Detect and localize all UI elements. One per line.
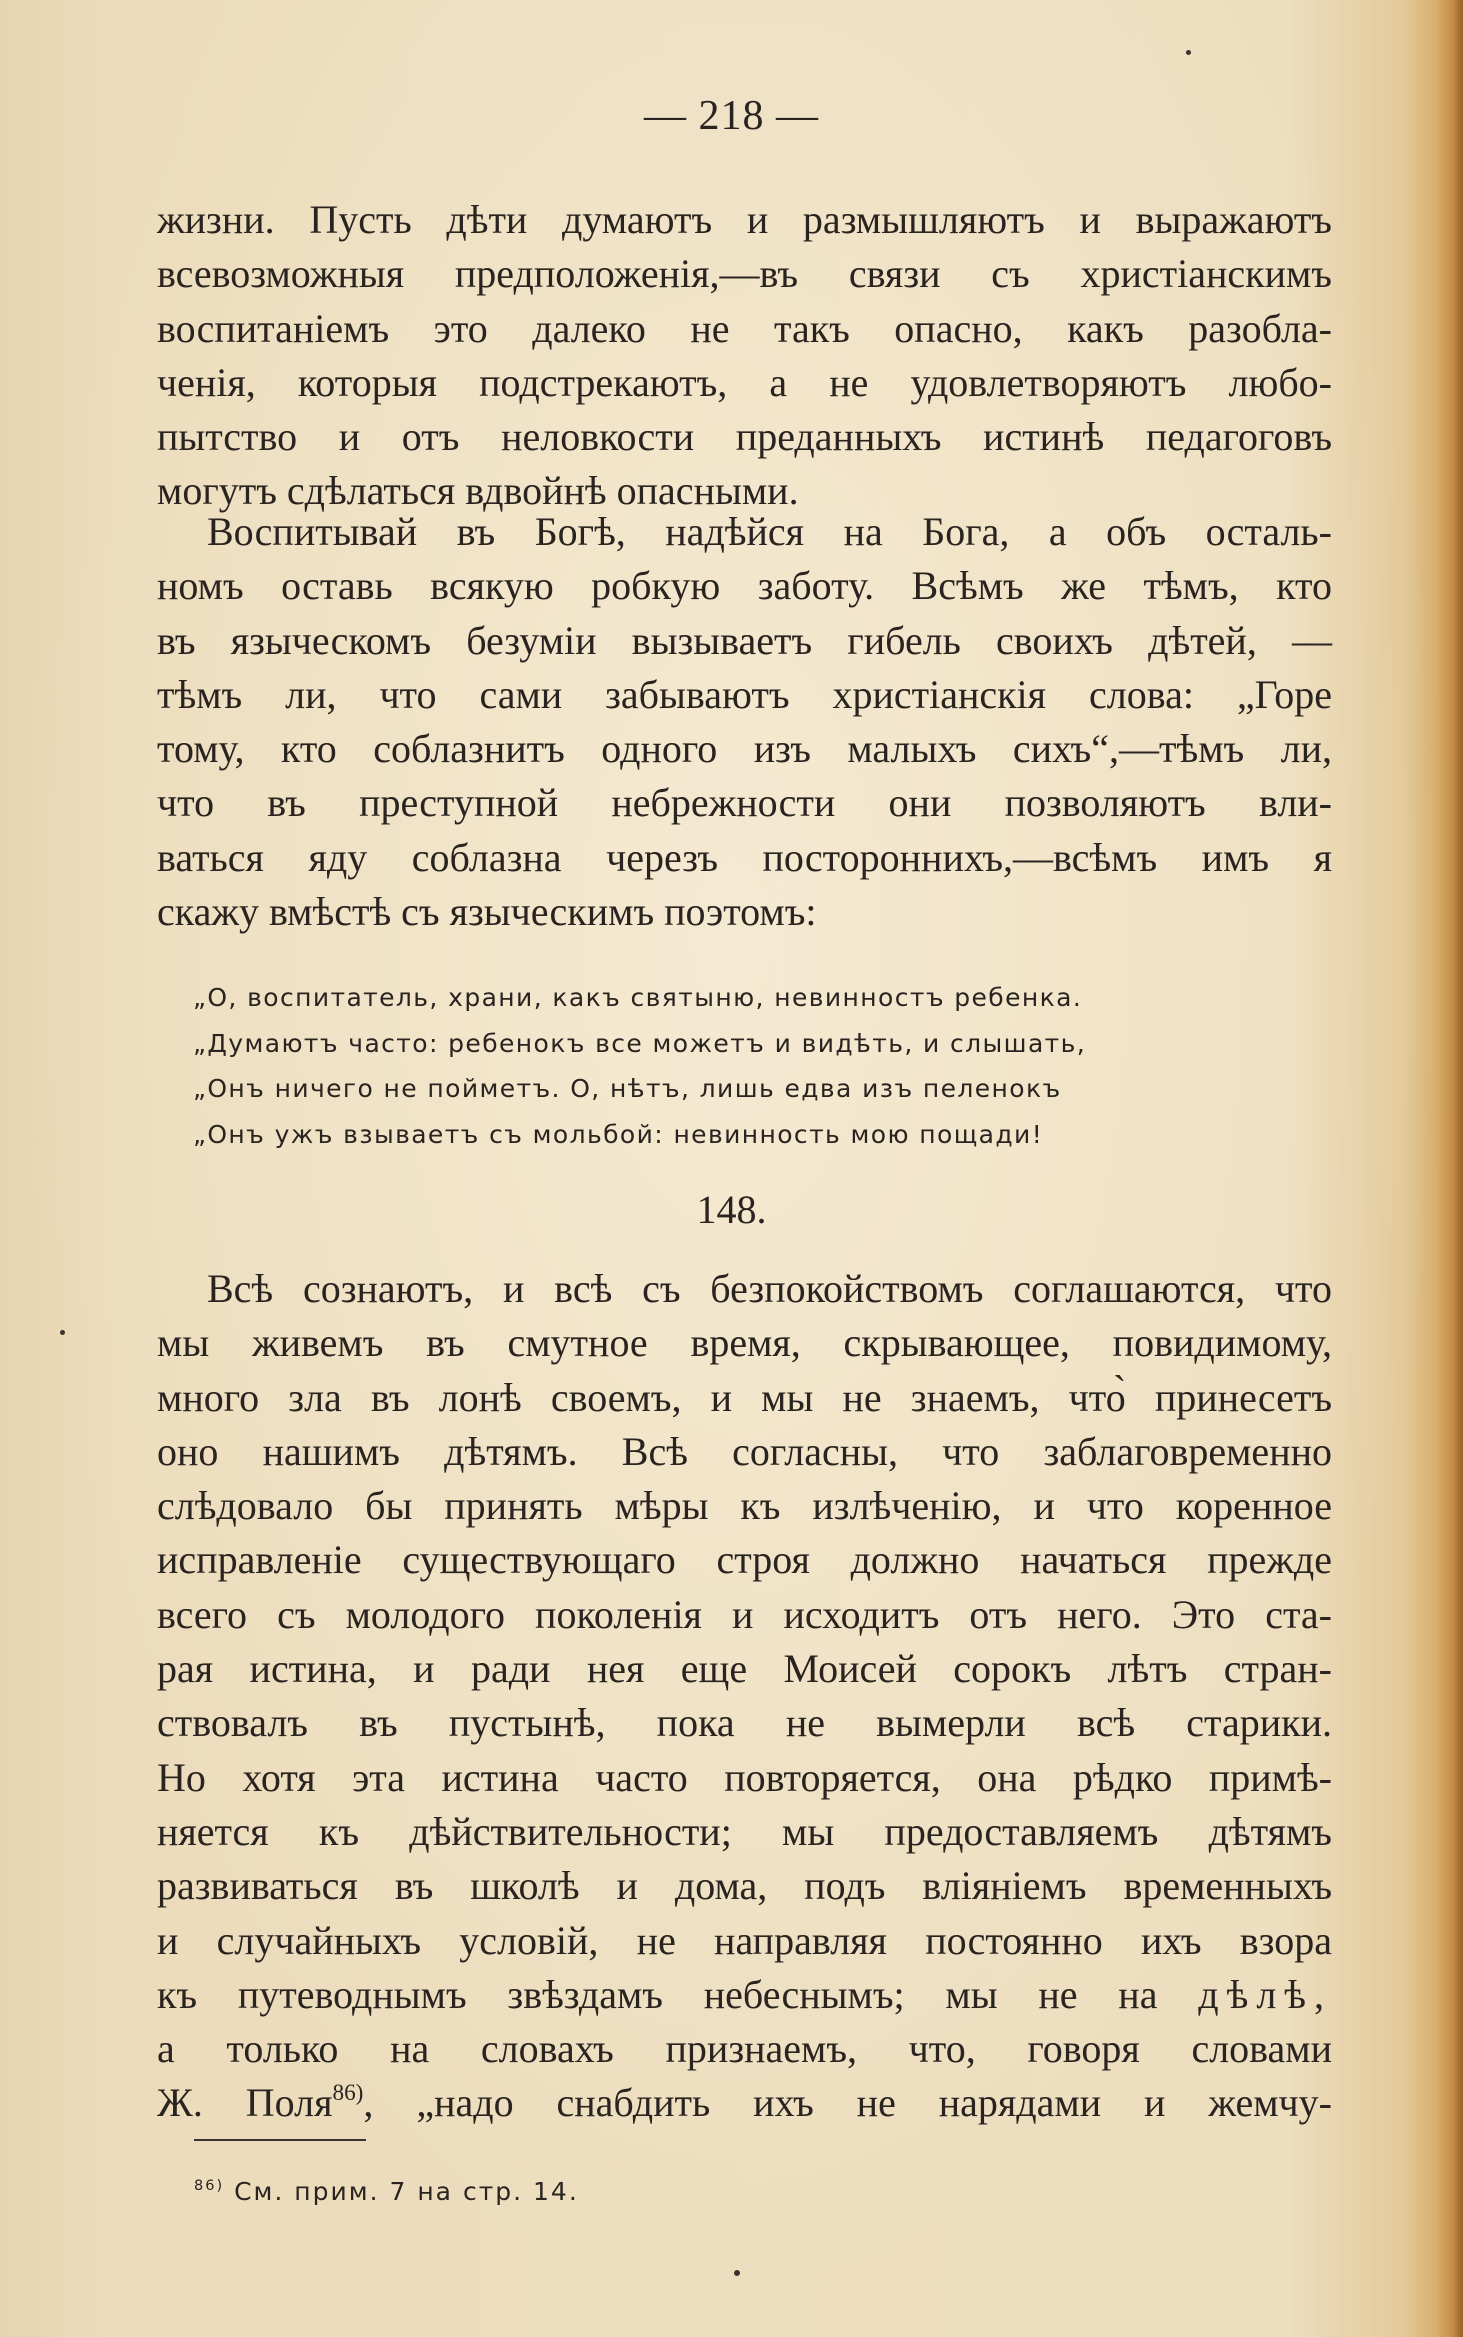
text-line: развиваться въ школѣ и дома, подъ вліяніемъ временныхъ [157,1863,1332,1909]
text-line: много зла въ лонѣ своемъ, и мы не знаемъ, что̀ принесетъ [157,1374,1332,1420]
paper-speck [734,2270,740,2276]
footnote [194,2177,579,2206]
paper-speck [60,1330,65,1335]
page-number: — 218 — [644,93,819,139]
text-line: въ языческомъ безуміи вызываетъ гибель своихъ дѣтей, — [157,617,1332,663]
text-line: ченія, которыя подстрекаютъ, а не удовлетворяютъ любо- [157,359,1332,405]
text-line [157,1968,1332,2022]
text-line: тому, кто соблазнитъ одного изъ малыхъ сихъ“,—тѣмъ ли, [157,726,1332,772]
paragraph-3 [157,1262,1332,2131]
text-line [157,2076,1332,2130]
text-fragment: Ж. Поля [157,2080,333,2126]
poem-line: „Онъ ничего не пойметъ. О, нѣтъ, лишь едва изъ пеленокъ [193,1074,1062,1103]
poem-line: „Онъ ужъ взываетъ съ мольбой: невинность мою пощади! [193,1119,1044,1149]
text-fragment: , „надо снабдить ихъ не нарядами и жемчу- [363,2080,1332,2126]
paper-speck [1186,50,1191,55]
text-fragment: къ путеводнымъ звѣздамъ небеснымъ; мы не на [157,1971,1158,2017]
text-line: скажу вмѣстѣ съ языческимъ поэтомъ: [157,889,817,935]
text-line: а только на словахъ признаемъ, что, говоря словами [157,2026,1332,2072]
footnote-reference[interactable]: 86) [332,2080,364,2107]
text-line: ствовалъ въ пустынѣ, пока не вымерли всѣ старики. [157,1700,1332,1746]
page-edge-shadow [1437,0,1463,2337]
poem-line: „Думаютъ часто: ребенокъ все можетъ и видѣть, и слышать, [193,1028,1087,1058]
text-line: и случайныхъ условій, не направляя постоянно ихъ взора [157,1917,1332,1963]
footnote-text: См. прим. 7 на стр. 14. [234,2177,579,2206]
text-line: воспитаніемъ это далеко не такъ опасно, какъ разобла- [157,305,1332,351]
text-line: оно нашимъ дѣтямъ. Всѣ согласны, что заблаговременно [157,1428,1332,1474]
text-line: Но хотя эта истина часто повторяется, она рѣдко примѣ- [157,1754,1332,1800]
text-line: всего съ молодого поколенія и исходитъ отъ него. Это ста- [157,1591,1332,1637]
text-line: рая истина, и ради нея еще Моисей сорокъ лѣтъ стран- [157,1646,1332,1692]
text-line: могутъ сдѣлаться вдвойнѣ опасными. [157,468,799,514]
paragraph-1 [157,193,1332,519]
poem-quote [193,975,1313,1157]
text-line: номъ оставь всякую робкую заботу. Всѣмъ же тѣмъ, кто [157,563,1332,609]
section-number: 148. [696,1187,767,1232]
text-line: тѣмъ ли, что сами забываютъ христіанскія слова: „Горе [157,671,1332,717]
text-line: Воспитывай въ Богѣ, надѣйся на Бога, а объ осталь- [207,509,1332,554]
text-line: ваться яду соблазна черезъ постороннихъ,—всѣмъ имъ я [157,834,1332,880]
text-line: что въ преступной небрежности они позволяютъ вли- [157,780,1332,826]
text-line: мы живемъ въ смутное время, скрывающее, повидимому, [157,1320,1332,1366]
text-line: Всѣ сознаютъ, и всѣ съ безпокойствомъ соглашаются, что [207,1266,1332,1311]
text-line: исправленіе существующаго строя должно начаться прежде [157,1537,1332,1583]
footnote-divider [194,2139,366,2141]
text-line: пытство и отъ неловкости преданныхъ истинѣ педагоговъ [157,414,1332,460]
text-line: всевозможныя предположенія,—въ связи съ христіанскимъ [157,251,1332,297]
text-line: няется къ дѣйствительности; мы предоставляемъ дѣтямъ [157,1808,1332,1854]
text-line: слѣдовало бы принять мѣры къ излѣченію, и что коренное [157,1483,1332,1529]
text-line: жизни. Пусть дѣти думаютъ и размышляютъ и выражаютъ [157,197,1332,242]
footnote-marker: 86) [194,2177,225,2194]
paragraph-2 [157,505,1332,939]
spaced-emphasis: дѣлѣ, [1198,1971,1332,2017]
poem-line: „О, воспитатель, храни, какъ святыню, невинностъ ребенка. [193,983,1083,1012]
